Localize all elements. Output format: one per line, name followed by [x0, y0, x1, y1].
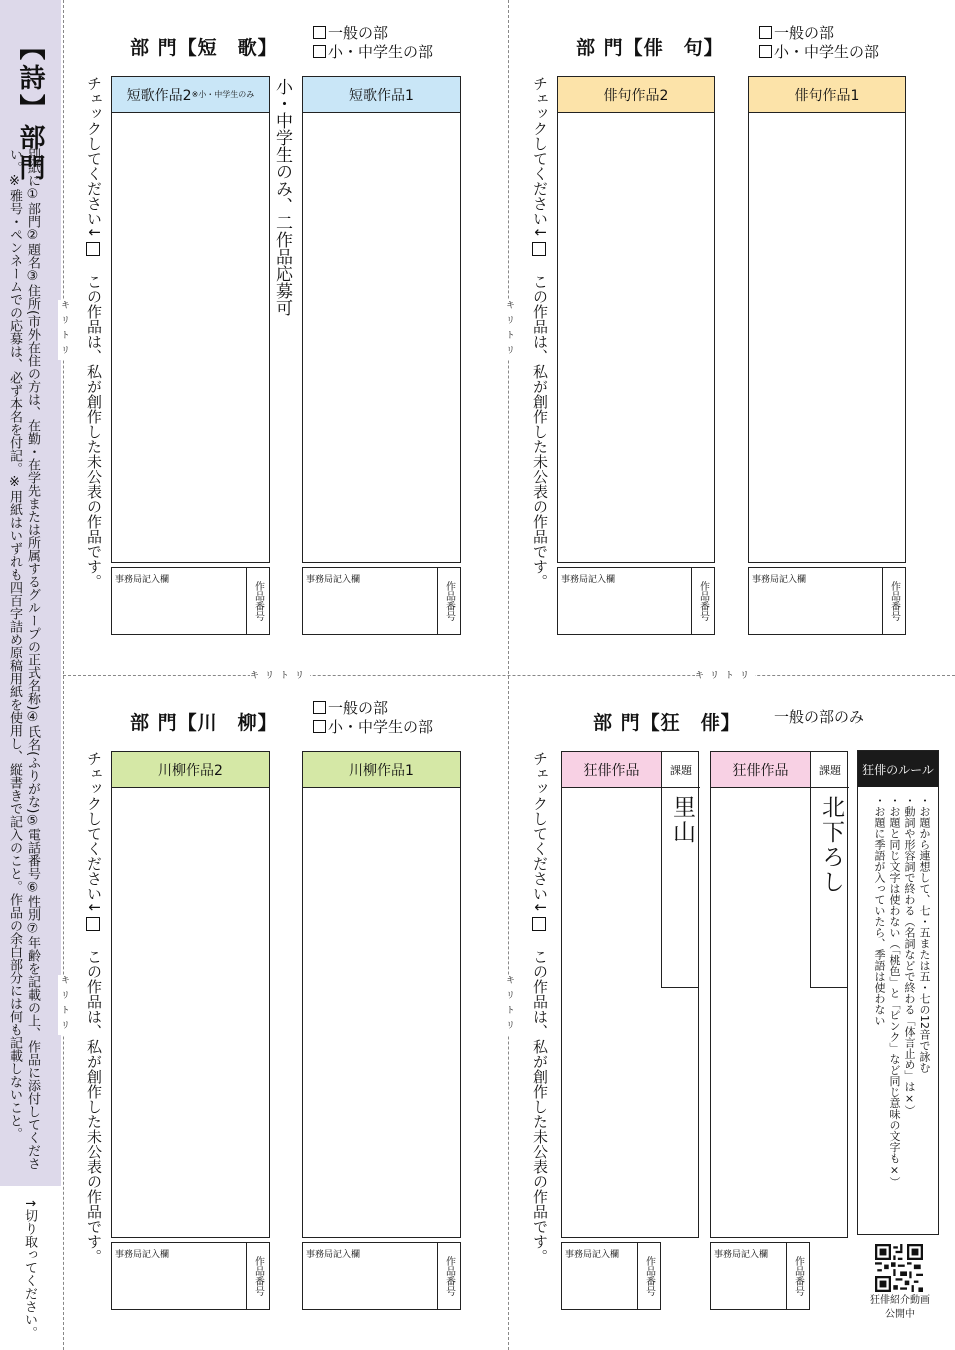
cut-instruction: ↑切り取ってください。: [22, 1198, 37, 1339]
office-use-box: [710, 1242, 810, 1310]
topic-text: 里山: [669, 795, 695, 845]
option-label: 一般の部: [774, 24, 835, 42]
work-number-label: 作品番号: [246, 1243, 269, 1309]
kiritori-label: キリトリ: [504, 975, 514, 1035]
entry-header: 川柳作品1: [303, 752, 460, 788]
entry-header: [112, 77, 269, 113]
haiku-work1-box[interactable]: [748, 76, 906, 563]
senryu-work2-box[interactable]: [111, 751, 270, 1238]
declaration-statement: この作品は、私が創作した未公表の作品です。: [531, 948, 549, 1264]
entry-title: 短歌作品2: [126, 87, 192, 104]
kyohai-work-box-kitaoroshi[interactable]: [710, 751, 848, 1238]
check-label: チェックしてください↓: [531, 751, 549, 914]
office-label: 事務局記入欄: [115, 575, 170, 585]
haiku-department-title: 部 門【俳 句】: [576, 37, 724, 59]
entry-header: 狂俳作品: [562, 752, 661, 788]
general-division-option[interactable]: [313, 24, 433, 43]
office-label: 事務局記入欄: [115, 1250, 170, 1260]
work-number-label: 作品番号: [637, 1243, 660, 1309]
option-label: 小・中学生の部: [774, 43, 880, 61]
senryu-declaration: [83, 751, 105, 1264]
senryu-division-options: [313, 699, 433, 737]
declaration-statement: この作品は、私が創作した未公表の作品です。: [85, 948, 103, 1264]
rule-item: ・動詞や形容詞で終わる（名詞などで終わる「体言止め」は×）: [903, 795, 916, 1116]
topic-area: [661, 787, 699, 988]
check-label: チェックしてください↓: [531, 76, 549, 239]
qr-caption: [848, 1294, 952, 1322]
office-use-box: [302, 1242, 461, 1310]
qr-code-icon[interactable]: [875, 1244, 923, 1292]
rules-title: 狂俳のルール: [858, 751, 938, 787]
office-use-box: [302, 567, 461, 635]
work-number-label: 作品番号: [437, 1243, 460, 1309]
option-label: 小・中学生の部: [328, 718, 434, 736]
topic-area: [810, 787, 848, 988]
haiku-declaration: [529, 76, 551, 589]
topic-text: 北下ろし: [818, 795, 844, 895]
kyohai-work-box-satoyama[interactable]: [561, 751, 699, 1238]
work-number-label: 作品番号: [786, 1243, 809, 1309]
work-number-label: 作品番号: [882, 568, 905, 634]
senryu-work1-box[interactable]: [302, 751, 461, 1238]
general-only-note: 一般の部のみ: [774, 708, 865, 726]
tanka-division-options: [313, 24, 433, 62]
tanka-note: 小・中学生のみ、二作品応募可: [272, 78, 292, 316]
checkbox[interactable]: [313, 26, 326, 39]
office-label: 事務局記入欄: [565, 1250, 620, 1260]
general-division-option[interactable]: [313, 699, 433, 718]
office-label: 事務局記入欄: [306, 1250, 361, 1260]
student-division-option[interactable]: [313, 718, 433, 737]
entry-header: 短歌作品1: [303, 77, 460, 113]
qr-caption-line: 公開中: [885, 1309, 915, 1320]
kiritori-label: キリトリ: [504, 300, 514, 360]
option-label: 小・中学生の部: [328, 43, 434, 61]
check-label: チェックしてください↓: [85, 76, 103, 239]
sidebar-notes: 別紙に①部門②題名③住所(市外在住の方は、在勤・在学先または所属するグループの正式名称)④氏名(ふりがな)⑤電話番号⑥性別⑦年齢を記載の上、作品に添付してください。※雅号・ペンネームでの応募は、必ず本名を付記。※用紙はいずれも四百字詰め原稿用紙を使用し、縦書きで記入のこと。作品の余白部分には何も記載しないこと。: [7, 148, 40, 1171]
checkbox[interactable]: [759, 26, 772, 39]
rule-item: ・お題に季語が入っていたら、季語は使わない: [873, 795, 886, 1026]
haiku-division-options: [759, 24, 879, 62]
haiku-work2-box[interactable]: [557, 76, 715, 563]
rules-list: [872, 795, 932, 1188]
kiritori-label: キリトリ: [695, 668, 755, 681]
topic-label: 課題: [661, 752, 700, 788]
declaration-statement: この作品は、私が創作した未公表の作品です。: [531, 273, 549, 589]
kyohai-rules-box: [857, 750, 939, 1235]
sidebar-title: 【詩】部門: [15, 34, 45, 184]
office-use-box: [561, 1242, 661, 1310]
entry-header: 狂俳作品: [711, 752, 810, 788]
office-use-box: [111, 567, 270, 635]
kiritori-label: キリトリ: [250, 668, 310, 681]
tanka-department-title: 部 門【短 歌】: [130, 37, 278, 59]
declaration-checkbox[interactable]: [532, 917, 546, 931]
qr-caption-line: 狂俳紹介動画: [870, 1295, 930, 1306]
entry-note: ※小・中学生のみ: [191, 90, 255, 99]
entry-header: 川柳作品2: [112, 752, 269, 788]
office-use-box: [748, 567, 906, 635]
kyohai-department-title: 部 門【狂 俳】: [593, 712, 741, 734]
office-label: 事務局記入欄: [752, 575, 807, 585]
office-label: 事務局記入欄: [306, 575, 361, 585]
work-number-label: 作品番号: [246, 568, 269, 634]
tanka-work1-box[interactable]: [302, 76, 461, 563]
declaration-statement: この作品は、私が創作した未公表の作品です。: [85, 273, 103, 589]
work-number-label: 作品番号: [437, 568, 460, 634]
checkbox[interactable]: [313, 720, 326, 733]
topic-label: 課題: [810, 752, 849, 788]
tanka-work2-box[interactable]: [111, 76, 270, 563]
kyohai-declaration: [529, 751, 551, 1264]
office-use-box: [111, 1242, 270, 1310]
declaration-checkbox[interactable]: [86, 242, 100, 256]
entry-header: 俳句作品1: [749, 77, 905, 113]
declaration-checkbox[interactable]: [86, 917, 100, 931]
checkbox[interactable]: [313, 45, 326, 58]
senryu-department-title: 部 門【川 柳】: [130, 712, 278, 734]
rule-item: ・お題と同じ文字は使わない（「桃色」と「ピンク」など同じ意味の文字も×）: [888, 795, 901, 1188]
option-label: 一般の部: [328, 699, 389, 717]
general-division-option[interactable]: [759, 24, 879, 43]
tanka-declaration: [83, 76, 105, 589]
office-use-box: [557, 567, 715, 635]
kiritori-label: キリトリ: [59, 975, 69, 1035]
declaration-checkbox[interactable]: [532, 242, 546, 256]
kiritori-label: キリトリ: [59, 300, 69, 360]
work-number-label: 作品番号: [691, 568, 714, 634]
checkbox[interactable]: [313, 701, 326, 714]
entry-header: 俳句作品2: [558, 77, 714, 113]
student-division-option[interactable]: [759, 43, 879, 62]
check-label: チェックしてください↓: [85, 751, 103, 914]
student-division-option[interactable]: [313, 43, 433, 62]
office-label: 事務局記入欄: [714, 1250, 769, 1260]
rule-item: ・お題から連想して、七・五または五・七の12音で詠む: [918, 795, 931, 1073]
checkbox[interactable]: [759, 45, 772, 58]
option-label: 一般の部: [328, 24, 389, 42]
cut-line-middle: [63, 675, 955, 676]
office-label: 事務局記入欄: [561, 575, 616, 585]
